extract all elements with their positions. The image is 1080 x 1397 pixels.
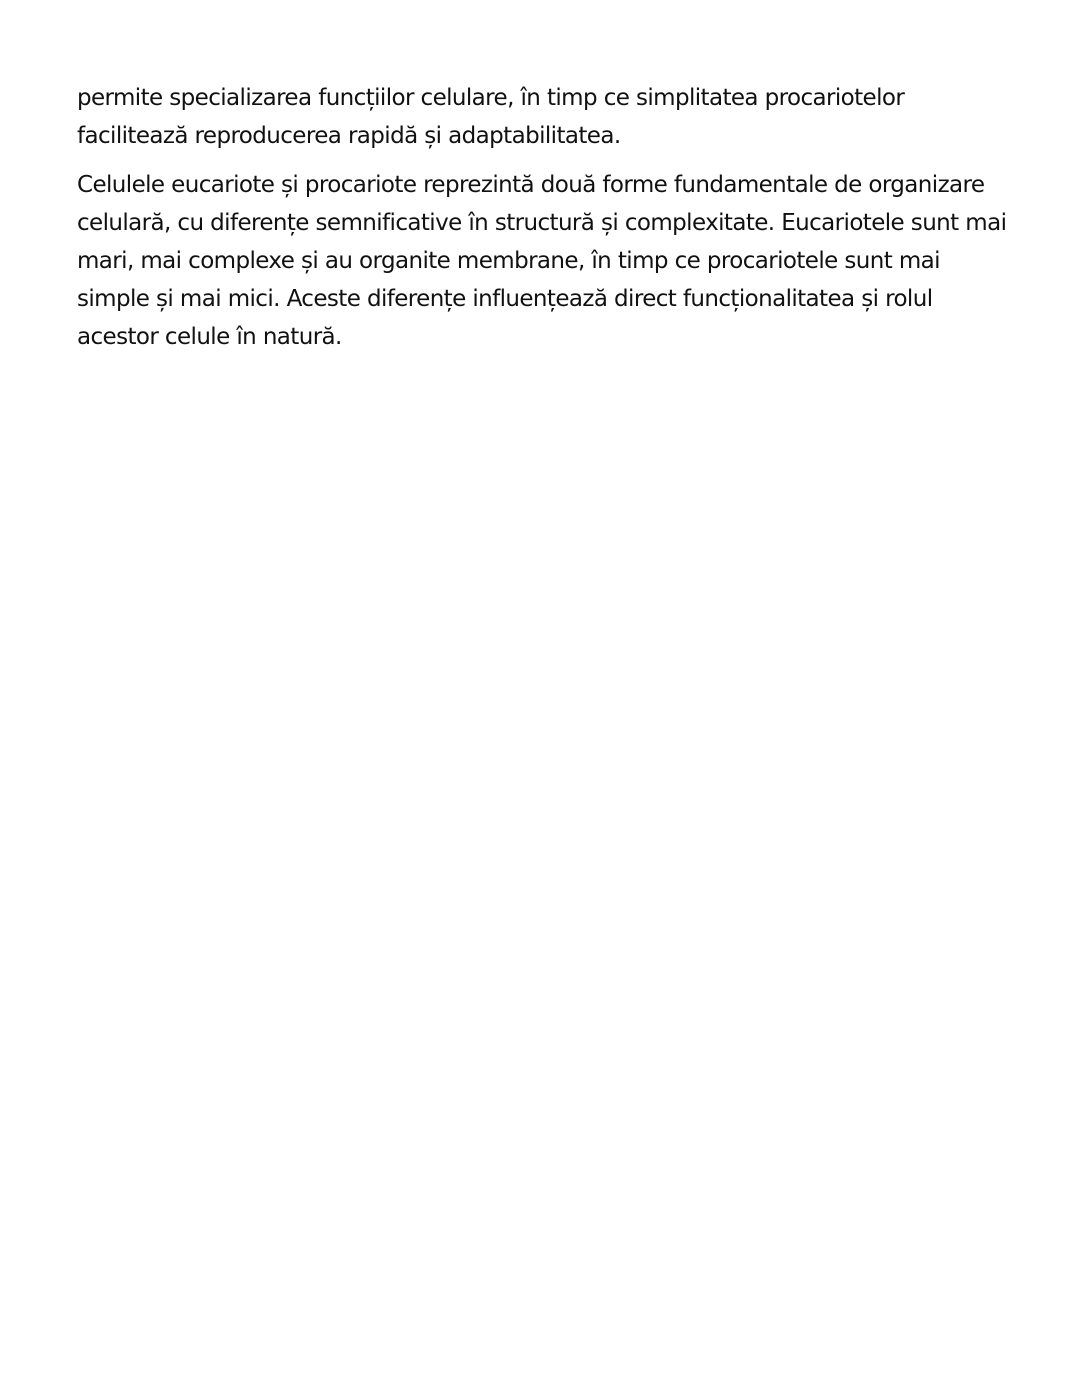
document-body <box>77 79 1012 356</box>
paragraph-continuation: permite specializarea funcțiilor celulare, în timp ce simplitatea procariotelor facilitează reproducerea rapidă și adaptabilitatea. <box>77 85 905 149</box>
paragraph-conclusion: Celulele eucariote și procariote reprezintă două forme fundamentale de organizare celulară, cu diferențe semnificative în structură și complexitate. Eucariotele sunt mai mari, mai complexe și au organite membrane, în timp ce procariotele sunt mai simple și mai mici. Aceste diferențe influențează direct funcționalitatea și rolul acestor celule în natură. <box>77 172 1007 350</box>
